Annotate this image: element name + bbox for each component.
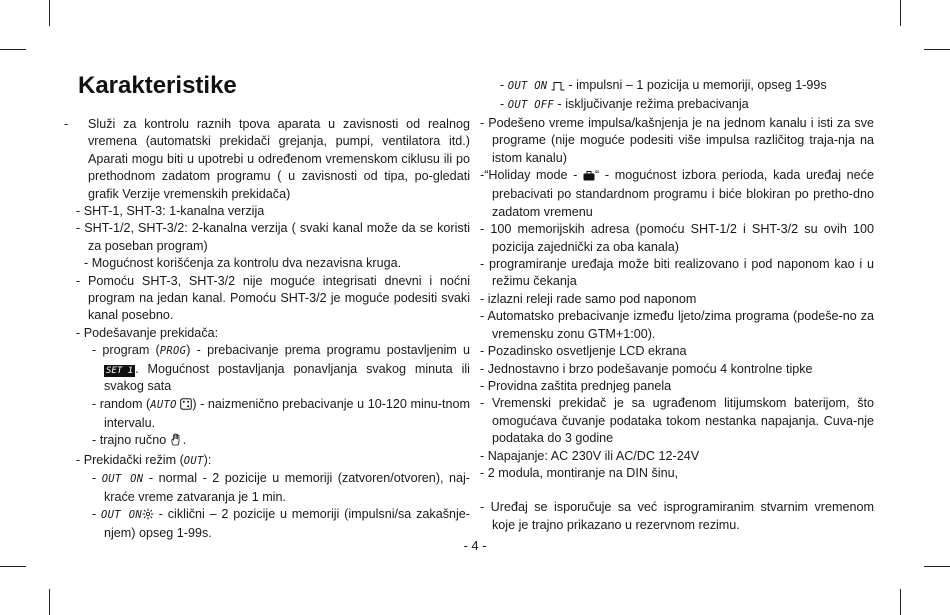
list-item: - OUT ON - impulsni – 1 pozicija u memoriji, opseg 1-99s (480, 77, 874, 96)
list-item: - Jednostavno i brzo podešavanje pomoću 4 kontrolne tipke (480, 361, 813, 376)
crop-mark (924, 566, 950, 567)
list-item: - programiranje uređaja može biti realizovano i pod naponom kao i u režimu čekanja (480, 257, 874, 289)
dice-icon (180, 398, 192, 415)
list-item: - Mogućnost korišćenja za kontrolu dva nezavisna kruga. (84, 256, 402, 271)
list-item: - trajno ručno . (76, 432, 470, 451)
list-item: - Napajanje: AC 230V ili AC/DC 12-24V (480, 448, 700, 463)
lcd-label: AUTO (150, 398, 177, 411)
list-item: - SHT-1, SHT-3: 1-kanalna verzija (76, 204, 265, 219)
list-item: - OUT ON - ciklični – 2 pozicije u memoriji (impulsni/sa zakašnje-njem) opseg 1-99s. (92, 506, 470, 541)
list-item: - izlazni releji rade samo pod naponom (480, 291, 697, 306)
list-item: -“Holiday mode - “ - mogućnost izbora perioda, kada uređaj neće prebacivati po standardnom programu i biće blokiran po pretho-dno zadatom vremenu (480, 168, 874, 219)
list-item: - Podešavanje prekidača: (76, 325, 219, 340)
list-item: - Providna zaštita prednjeg panela (480, 378, 672, 393)
spacer (480, 482, 874, 499)
list-item: - Pozadinsko osvetljenje LCD ekrana (480, 344, 687, 359)
list-item: - 2 modula, montiranje na DIN šinu, (480, 465, 679, 480)
right-column (480, 77, 874, 534)
crop-mark (49, 589, 50, 615)
lcd-label: OUT (183, 454, 204, 467)
list-item: - Automatsko prebacivanje između ljeto/zima programa (podeše-no za vremensku zonu GTM+1:00). (480, 309, 874, 341)
crop-mark (900, 589, 901, 615)
lcd-label: OUT ON (101, 473, 144, 486)
list-item: - program (PROG) - prebacivanje prema programu postavljenim u SET 1 . Mogućnost postavljanja ponavljanja svakog minuta ili svakog sata (92, 343, 471, 394)
set-lcd-badge: SET 1 (106, 365, 134, 376)
list-item: - OUT ON - normal - 2 pozicije u memoriji (zatvoren/otvoren), naj-kraće vreme zatvaranja je 1 min. (92, 471, 470, 504)
pulse-icon (551, 79, 565, 96)
cyclic-icon (142, 508, 154, 525)
list-item: - Podešeno vreme impulsa/kašnjenja je na jednom kanalu i isti za sve programe (nije moguće podesiti više impulsa različitog traja-nja na istom kanalu) (480, 115, 874, 165)
list-item: - Prekidački režim (OUT): (76, 452, 212, 467)
list-item: - 100 memorijskih adresa (pomoću SHT-1/2 i SHT-3/2 su ovih 100 pozicija zajednički za oba kanala) (480, 222, 874, 254)
page-number: - 4 - (463, 538, 487, 553)
lcd-label: OUT ON (100, 508, 142, 521)
list-item: - Pomoću SHT-3, SHT-3/2 nije moguće integrisati dnevni i noćni program na jedan kanal. Pomoću SHT-3/2 je moguće podesiti svaki kanal posebno. (76, 273, 470, 323)
hand-icon (170, 433, 183, 451)
crop-mark (0, 49, 26, 50)
list-item: - Vremenski prekidač je sa ugrađenom litijumskom baterijom, što omogućava čuvanje podataka tokom nestanka napajanja. Cuva-nje podataka do 3 godine (480, 396, 874, 446)
list-item: - OUT OFF - isključivanje režima prebacivanja (500, 97, 749, 112)
crop-mark (0, 566, 26, 567)
left-column (64, 116, 471, 543)
page-title: Karakteristike (78, 72, 237, 99)
crop-mark (49, 0, 50, 26)
holiday-suitcase-icon (583, 169, 595, 186)
list-item: - random (AUTO ) - naizmenično prebacivanje u 10-120 minu-tnom intervalu. (92, 396, 470, 430)
list-item: - SHT-1/2, SHT-3/2: 2-kanalna verzija ( svaki kanal može da se koristi za poseban program) (76, 221, 470, 253)
list-item: - Služi za kontrolu raznih tpova aparata u zavisnosti od realnog vremena (automatski prekidači grejanja, pumpi, ventilatora itd.) Aparati mogu biti u upotrebi u određenom vremenskom ciklusu ili po prethodnom zadatom programu ( u zavisnosti od tipa, po-gledati grafik Verzije vremenskih prekidača) (64, 117, 470, 201)
lcd-label: PROG (159, 345, 187, 358)
crop-mark (924, 49, 950, 50)
list-item: - Uređaj se isporučuje sa već isprogramiranim stvarnim vremenom koje je trajno prikazano u rezervnom rezimu. (480, 500, 874, 532)
crop-mark (900, 0, 901, 26)
lcd-label: OUT OFF (507, 99, 555, 112)
lcd-label: OUT ON (507, 80, 548, 92)
